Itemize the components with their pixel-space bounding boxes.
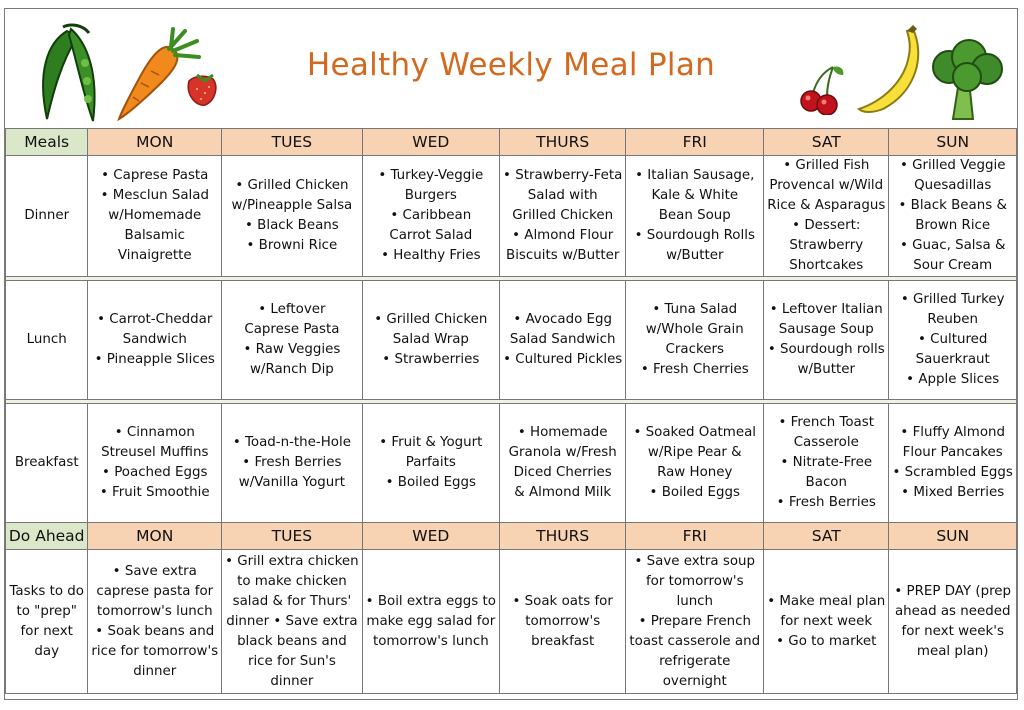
cell-line: • Leftover Italian <box>769 302 883 317</box>
cell-line: dinner <box>133 663 177 679</box>
cell-line: w/Vanilla Yogurt <box>238 475 346 490</box>
day-header-fri: FRI <box>626 129 764 156</box>
cell-line: • Carrot-Cheddar <box>97 312 213 327</box>
cell-line: Rice & Asparagus <box>767 198 886 213</box>
cell-line: • Nitrate-Free <box>780 455 873 470</box>
cell-line: • Cultured <box>918 332 988 347</box>
cell-line: • Dessert: <box>792 218 861 233</box>
cell-line: • Mesclun Salad <box>100 188 209 203</box>
cell-line: w/Whole Grain <box>645 322 744 337</box>
cell-line: lunch <box>676 593 714 609</box>
cell-line: • Apple Slices <box>906 372 1000 387</box>
meal-row-dinner <box>6 156 1017 277</box>
day-header-thurs: THURS <box>499 523 625 550</box>
banner <box>5 9 1017 128</box>
cell-line: • Poached Eggs <box>102 465 208 480</box>
day-header-wed: WED <box>362 129 499 156</box>
banana-icon <box>853 25 929 117</box>
cell-line: Caprese Pasta <box>244 322 340 337</box>
cell-line: Kale & White <box>651 188 739 203</box>
task-cell-thurs <box>499 550 625 694</box>
meal-cell-sun <box>889 404 1017 523</box>
cell-line: • Caprese Pasta <box>101 168 209 183</box>
cell-line: • PREP DAY (prep <box>894 583 1012 599</box>
meal-cell-mon <box>88 156 222 277</box>
cell-line: Reuben <box>927 312 979 327</box>
cell-line: • Boiled Eggs <box>385 475 477 490</box>
meal-row-lunch <box>6 281 1017 400</box>
cell-line: Grilled Chicken <box>512 208 614 223</box>
meal-cell-fri <box>626 156 764 277</box>
cell-line: • Homemade <box>517 425 608 440</box>
meal-cell-fri <box>626 281 764 400</box>
cell-line: • Boiled Eggs <box>649 485 740 500</box>
cell-line: • Cinnamon <box>114 425 195 440</box>
meal-cell-tues <box>222 156 363 277</box>
cell-line: Crackers <box>665 342 724 357</box>
cell-line: tomorrow's lunch <box>372 633 489 649</box>
cell-line: Salad Sandwich <box>509 332 616 347</box>
page-title: Healthy Weekly Meal Plan <box>306 47 716 83</box>
cell-line: • Soak oats for <box>512 593 613 609</box>
meal-cell-sun <box>889 156 1017 277</box>
cell-line: Biscuits w/Butter <box>506 248 620 263</box>
meal-cell-wed <box>362 156 499 277</box>
cell-line: • Fruit & Yogurt <box>379 435 483 450</box>
cell-line: • Fresh Cherries <box>640 362 749 377</box>
cell-line: breakfast <box>531 633 595 649</box>
cell-line: Balsamic <box>124 228 185 243</box>
meal-cell-sat <box>764 156 889 277</box>
cell-line: • Caribbean <box>390 208 472 223</box>
cell-line: toast casserole and <box>629 633 761 649</box>
cell-line: • Sourdough Rolls <box>634 228 755 243</box>
cell-line: Lunch <box>26 332 67 347</box>
cell-line: • Turkey-Veggie <box>378 168 484 183</box>
day-header-mon: MON <box>88 523 222 550</box>
day-header-tues: TUES <box>222 523 363 550</box>
day-header-sat: SAT <box>764 523 889 550</box>
task-cell-mon <box>88 550 222 694</box>
cell-line: Quesadillas <box>914 178 992 193</box>
cell-line: • Almond Flour <box>512 228 614 243</box>
meal-cell-mon <box>88 404 222 523</box>
tasks-label <box>6 550 88 694</box>
cell-line: • Grilled Chicken <box>374 312 488 327</box>
day-header-row <box>6 129 1017 156</box>
task-cell-fri <box>626 550 764 694</box>
day-header-sat: SAT <box>764 129 889 156</box>
do-ahead-header: Do Ahead <box>6 523 88 550</box>
meal-cell-sat <box>764 404 889 523</box>
meal-cell-wed <box>362 281 499 400</box>
task-cell-tues <box>222 550 363 694</box>
cell-line: • Fluffy Almond <box>900 425 1005 440</box>
meal-plan-sheet <box>4 8 1018 700</box>
cell-line: • Toad-n-the-Hole <box>232 435 351 450</box>
cell-line: Dinner <box>24 208 70 223</box>
row-label <box>6 404 88 523</box>
cell-line: Shortcakes <box>789 258 864 273</box>
meal-cell-mon <box>88 281 222 400</box>
cell-line: caprese pasta for <box>96 583 214 599</box>
cell-line: Burgers <box>404 188 457 203</box>
cell-line: Sausage Soup <box>778 322 874 337</box>
cell-line: • Go to market <box>776 633 877 649</box>
cell-line: • Save extra <box>112 563 197 579</box>
cell-line: • Pineapple Slices <box>94 352 215 367</box>
meal-row-breakfast <box>6 404 1017 523</box>
cell-line: • Grilled Turkey <box>900 292 1005 307</box>
cell-line: • Scrambled Eggs <box>892 465 1013 480</box>
cell-line: for next week <box>780 613 873 629</box>
cell-line: Sour Cream <box>913 258 993 273</box>
cell-line: • Grilled Veggie <box>899 158 1006 173</box>
cell-line: Bacon <box>805 475 847 490</box>
day-header-sun: SUN <box>889 523 1017 550</box>
cell-line: to "prep" <box>16 603 77 619</box>
cell-line: Parfaits <box>405 455 456 470</box>
cell-line: • Boil extra eggs to <box>365 593 496 609</box>
cell-line: Streusel Muffins <box>101 445 209 460</box>
meals-header: Meals <box>6 129 88 156</box>
day-header-wed: WED <box>362 523 499 550</box>
cell-line: w/Butter <box>666 248 724 263</box>
day-header-fri: FRI <box>626 523 764 550</box>
cell-line: • Cultured Pickles <box>503 352 623 367</box>
cell-line: overnight <box>662 673 727 689</box>
cell-line: Flour Pancakes <box>902 445 1003 460</box>
day-header-tues: TUES <box>222 129 363 156</box>
cell-line: Salad with <box>527 188 598 203</box>
cell-line: • Black Beans & <box>898 198 1007 213</box>
meal-cell-wed <box>362 404 499 523</box>
cell-line: • Raw Veggies <box>243 342 341 357</box>
cell-line: for next week's <box>901 623 1004 639</box>
meal-cell-tues <box>222 404 363 523</box>
cell-line: Granola w/Fresh <box>508 445 617 460</box>
row-label <box>6 281 88 400</box>
cell-line: • Browni Rice <box>246 238 338 253</box>
cell-line: Diced Cherries <box>513 465 612 480</box>
cell-line: • Make meal plan <box>767 593 886 609</box>
cell-line: • Italian Sausage, <box>635 168 755 183</box>
cell-line: & Almond Milk <box>514 485 612 500</box>
day-header-thurs: THURS <box>499 129 625 156</box>
cell-line: to make chicken <box>237 573 347 589</box>
cell-line: Casserole <box>793 435 859 450</box>
meal-cell-sun <box>889 281 1017 400</box>
meal-cell-thurs <box>499 404 625 523</box>
cell-line: • Mixed Berries <box>901 485 1005 500</box>
row-label <box>6 156 88 277</box>
cell-line: • Black Beans <box>245 218 339 233</box>
cell-line: Sauerkraut <box>915 352 990 367</box>
cell-line: day <box>34 643 60 659</box>
cell-line: • Grill extra chicken <box>225 553 359 569</box>
cell-line: Raw Honey <box>657 465 733 480</box>
cell-line: • Guac, Salsa & <box>900 238 1006 253</box>
cell-line: refrigerate <box>659 653 731 669</box>
cell-line: • Strawberries <box>382 352 480 367</box>
cell-line: rice for Sun's <box>247 653 336 669</box>
cell-line: • Grilled Fish <box>783 158 870 173</box>
meal-cell-thurs <box>499 156 625 277</box>
cell-line: • Soaked Oatmeal <box>633 425 757 440</box>
task-cell-sun <box>889 550 1017 694</box>
day-header-row <box>6 523 1017 550</box>
cell-line: • French Toast <box>778 415 874 430</box>
cell-line: for next <box>20 623 73 639</box>
cell-line: • Save extra soup <box>634 553 756 569</box>
day-header-mon: MON <box>88 129 222 156</box>
cell-line: w/Ripe Pear & <box>647 445 742 460</box>
cell-line: dinner • Save extra <box>226 613 358 629</box>
cell-line: • Avocado Egg <box>513 312 612 327</box>
meal-cell-thurs <box>499 281 625 400</box>
cell-line: dinner <box>270 673 314 689</box>
cell-line: black beans and <box>237 633 347 649</box>
cell-line: • Prepare French <box>638 613 751 629</box>
cell-line: • Fresh Berries <box>776 495 876 510</box>
cell-line: for tomorrow's <box>645 573 744 589</box>
cell-line: w/Butter <box>797 362 855 377</box>
day-header-sun: SUN <box>889 129 1017 156</box>
cell-line: Carrot Salad <box>389 228 473 243</box>
cell-line: Provencal w/Wild <box>769 178 884 193</box>
cell-line: • Leftover <box>258 302 326 317</box>
task-cell-wed <box>362 550 499 694</box>
cell-line: w/Homemade <box>108 208 202 223</box>
broccoli-icon <box>929 37 1005 121</box>
cell-line: • Fruit Smoothie <box>99 485 210 500</box>
cell-line: tomorrow's lunch <box>96 603 213 619</box>
cell-line: meal plan) <box>916 643 989 659</box>
cell-line: rice for tomorrow's <box>91 643 219 659</box>
cell-line: make egg salad for <box>366 613 496 629</box>
cell-line: Sandwich <box>122 332 187 347</box>
task-cell-sat <box>764 550 889 694</box>
meal-plan-table <box>5 128 1017 694</box>
cherries-icon <box>797 63 847 115</box>
cell-line: salad & for Thurs' <box>232 593 352 609</box>
meal-cell-tues <box>222 281 363 400</box>
cell-line: • Tuna Salad <box>652 302 738 317</box>
cell-line: Tasks to do <box>9 583 84 599</box>
cell-line: • Grilled Chicken <box>235 178 349 193</box>
cell-line: • Fresh Berries <box>242 455 342 470</box>
cell-line: • Sourdough rolls <box>767 342 885 357</box>
cell-line: Vinaigrette <box>117 248 192 263</box>
cell-line: Brown Rice <box>915 218 991 233</box>
cell-line: tomorrow's <box>525 613 601 629</box>
cell-line: w/Ranch Dip <box>249 362 334 377</box>
cell-line: Salad Wrap <box>392 332 469 347</box>
cell-line: Strawberry <box>789 238 864 253</box>
cell-line: • Soak beans and <box>95 623 215 639</box>
cell-line: ahead as needed <box>894 603 1011 619</box>
cell-line: Bean Soup <box>658 208 731 223</box>
tasks-row <box>6 550 1017 694</box>
cell-line: • Healthy Fries <box>381 248 481 263</box>
cell-line: • Strawberry-Feta <box>503 168 623 183</box>
cell-line: w/Pineapple Salsa <box>231 198 353 213</box>
meal-cell-sat <box>764 281 889 400</box>
cell-line: Breakfast <box>14 455 79 470</box>
meal-cell-fri <box>626 404 764 523</box>
